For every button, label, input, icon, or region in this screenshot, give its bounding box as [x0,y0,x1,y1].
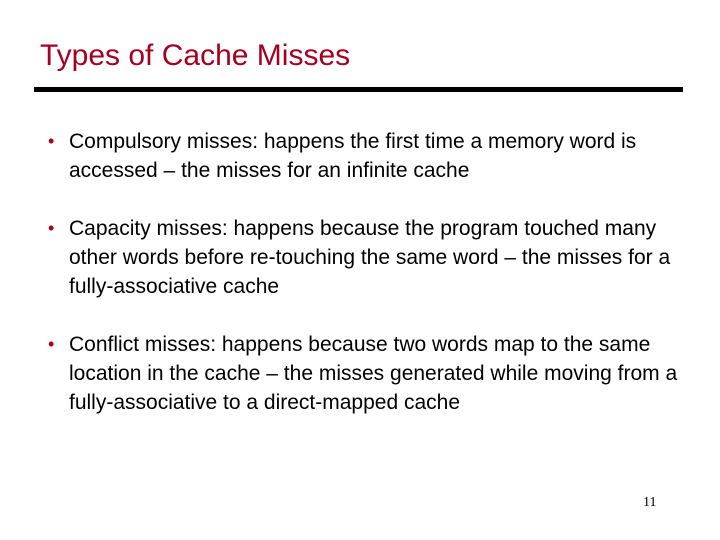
bullet-compulsory-misses [48,127,698,185]
bullet-text: Capacity misses: happens because the program touched many other words before re-touching the same word – the misses for a fully-associative cache [69,217,671,298]
bullet-list [48,127,698,446]
page-number: 11 [643,495,657,510]
bullet-capacity-misses [48,214,698,301]
title-divider [34,87,683,92]
slide-title: Types of Cache Misses [40,39,351,72]
bullet-text: Compulsory misses: happens the first time a memory word is accessed – the misses for an infinite cache [69,130,637,182]
bullet-dot-icon: • [48,334,55,354]
bullet-dot-icon: • [48,218,55,238]
bullet-conflict-misses [48,330,698,417]
bullet-text: Conflict misses: happens because two words map to the same location in the cache – the misses generated while moving from a fully-associative to a direct-mapped cache [69,333,678,414]
bullet-dot-icon: • [48,131,55,151]
